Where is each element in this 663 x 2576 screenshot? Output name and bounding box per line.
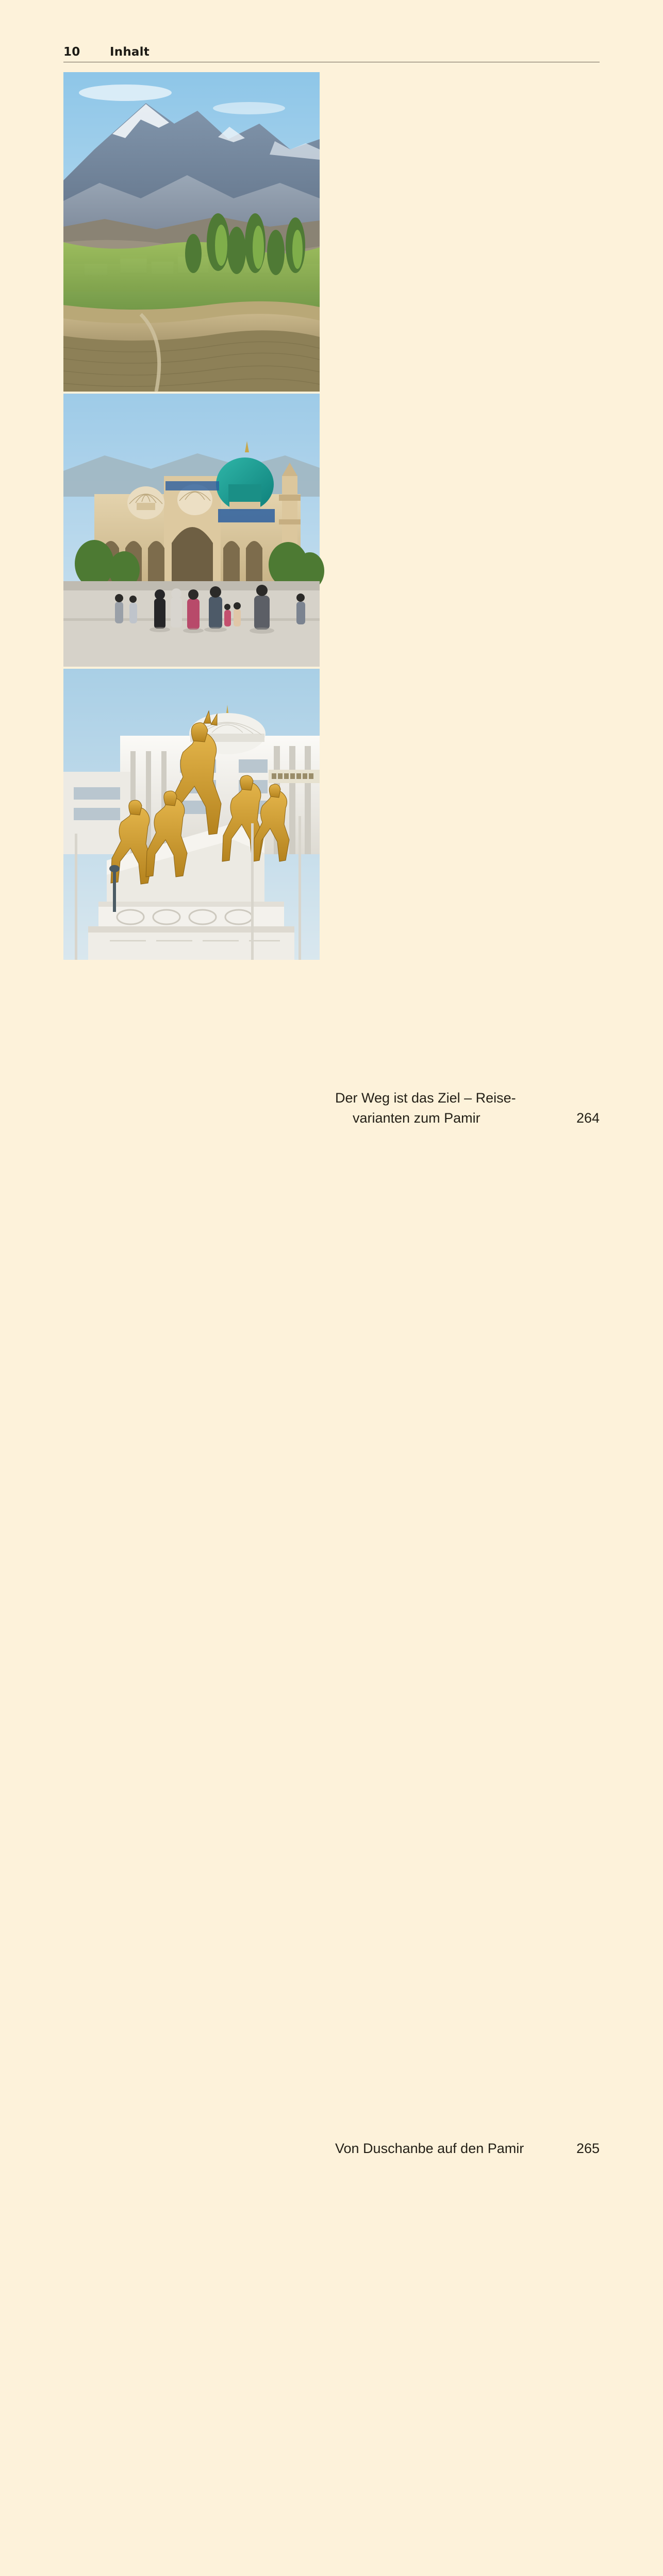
toc-page-number: 264: [568, 1108, 600, 2139]
toc-label: Der Weg ist das Ziel – Reise-: [335, 1088, 568, 1108]
toc-row[interactable]: [335, 72, 600, 1108]
toc-row[interactable]: [335, 1108, 600, 2139]
photo-column: [63, 72, 320, 960]
golden-horses-monument-photo: [63, 669, 320, 960]
toc-block-pamir-routes: [335, 72, 600, 2576]
toc-column: [335, 72, 600, 2576]
toc-page: [0, 0, 663, 1030]
toc-label: varianten zum Pamir: [335, 1108, 568, 1128]
pamir-mountain-village-photo: [63, 72, 320, 392]
toc-label: Von Duschanbe auf den Pamir: [335, 2139, 568, 2159]
page-folio: 10: [63, 45, 80, 59]
running-head-title: Inhalt: [110, 45, 150, 59]
mosque-plaza-photo: [63, 394, 320, 667]
running-head: [63, 45, 600, 63]
toc-row[interactable]: [335, 2139, 600, 2576]
toc-page-number: [568, 72, 600, 1103]
toc-page-number: 265: [568, 2139, 600, 2576]
